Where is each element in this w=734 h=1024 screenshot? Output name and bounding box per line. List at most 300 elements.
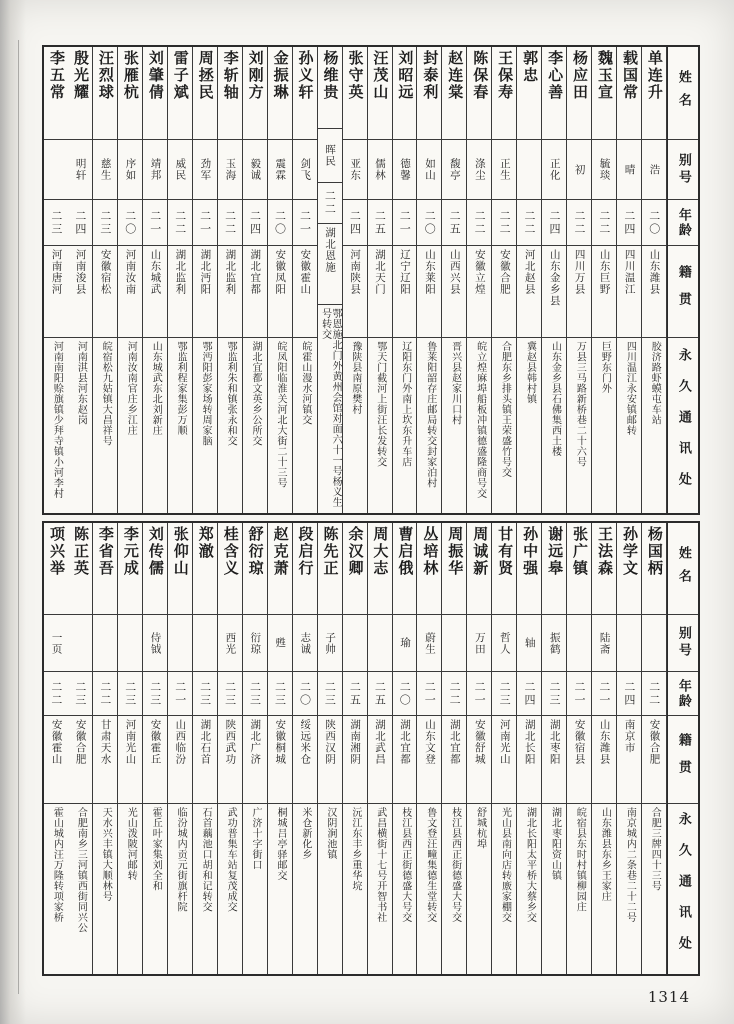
- person-address: 枝江县西正街德盛大号交: [449, 807, 461, 923]
- person-origin: 河南唐河: [44, 246, 68, 338]
- person-origin: 山东文登: [417, 716, 441, 804]
- person-entry-column: [417, 523, 442, 974]
- person-alias: 德馨: [393, 140, 417, 200]
- person-age: 二三: [193, 672, 217, 716]
- person-alias: 陆斋: [592, 615, 616, 672]
- person-address: 舒城杭埠: [474, 807, 486, 849]
- person-address: 石首藕池口胡和记转交: [200, 807, 212, 912]
- person-address: 四川温江永安镇邮转: [624, 341, 636, 436]
- person-origin: 河南陕县: [343, 246, 367, 338]
- person-alias: [44, 140, 68, 200]
- person-entry-column: [617, 47, 642, 513]
- person-entry-column: [168, 47, 193, 513]
- person-alias: 晖民: [318, 129, 342, 182]
- person-address: 南京城内二条巷二十二号: [624, 807, 636, 923]
- person-alias: 玉海: [218, 140, 242, 200]
- person-entry-column: [193, 47, 218, 513]
- person-name: 杨维贵: [318, 47, 342, 129]
- person-entry-column: [243, 47, 268, 513]
- person-entry-column: [68, 47, 93, 513]
- person-name: 金振琳: [268, 47, 292, 140]
- person-entry-column: [592, 47, 617, 513]
- person-age: 二三: [143, 672, 167, 716]
- person-alias: [517, 140, 541, 200]
- person-age: 二一: [467, 672, 491, 716]
- person-name: 张广镇: [567, 523, 591, 615]
- person-entry-column: [442, 47, 467, 513]
- person-name: 赵克萧: [268, 523, 292, 615]
- person-alias: 哲人: [492, 615, 516, 672]
- person-age: 二一: [592, 672, 616, 716]
- person-address: 皖立煌麻埠船板冲镇德盛隆商号交: [474, 341, 486, 499]
- person-address: 汉阴涧池镇: [324, 807, 336, 860]
- person-address: 沅江东丰乡重华垸: [349, 807, 361, 891]
- person-alias: 靖邦: [143, 140, 167, 200]
- person-address: 武昌横街十七号开智书社: [374, 807, 386, 923]
- person-age: 二一: [193, 200, 217, 246]
- person-origin: 安徽合肥: [642, 716, 666, 804]
- person-address: 霍山城内汪万隆转项家桥: [51, 807, 63, 923]
- person-age: 二〇: [417, 200, 441, 246]
- person-address: 冀赵县韩村镇: [524, 341, 536, 404]
- person-name: 舒衍琼: [243, 523, 267, 615]
- person-address: 辽阳东门外南上坎东升车店: [399, 341, 411, 467]
- person-name: 周振华: [442, 523, 466, 615]
- person-name: 甘有贤: [492, 523, 516, 615]
- scan-edge-shadow: [0, 0, 26, 1024]
- person-age: 二〇: [393, 672, 417, 716]
- person-address: 湖北枣阳资山镇: [549, 807, 561, 881]
- person-address: 万县三马路新桥巷二十六号: [574, 341, 586, 467]
- person-name: 周诚新: [467, 523, 491, 615]
- person-origin: 山东巨野: [592, 246, 616, 338]
- header-address: 永久通讯处: [675, 348, 691, 503]
- person-age: 二三: [542, 672, 566, 716]
- person-name: 余汉卿: [343, 523, 367, 615]
- person-alias: 侍钺: [143, 615, 167, 672]
- person-age: 二一: [143, 200, 167, 246]
- person-origin: 湖北天门: [368, 246, 392, 338]
- person-age: 二二: [517, 200, 541, 246]
- person-entry-column: [168, 523, 193, 974]
- person-address: 鄂沔阳彭家场转周家脑: [200, 341, 212, 446]
- person-origin: 湖北监利: [168, 246, 192, 338]
- person-alias: 明轩: [68, 140, 92, 200]
- person-entry-column: [492, 47, 517, 513]
- header-alias: 别号: [668, 140, 698, 200]
- person-age: 二四: [517, 672, 541, 716]
- person-alias: 初: [567, 140, 591, 200]
- person-name: 郑澈: [193, 523, 217, 615]
- person-name: 曹启俄: [393, 523, 417, 615]
- person-entry-column: [193, 523, 218, 974]
- person-entry-column: [44, 523, 68, 974]
- person-origin: 四川温江: [617, 246, 641, 338]
- person-alias: 轴: [517, 615, 541, 672]
- header-address: 永久通讯处: [675, 811, 691, 967]
- person-name: 雷子斌: [168, 47, 192, 140]
- person-age: 二五: [343, 672, 367, 716]
- person-age: 二四: [343, 200, 367, 246]
- person-name: 周大志: [368, 523, 392, 615]
- person-alias: [118, 615, 142, 672]
- person-entry-column: [118, 47, 143, 513]
- person-origin: 甘肃天水: [93, 716, 117, 804]
- person-name: 桂含义: [218, 523, 242, 615]
- person-origin: 河南光山: [118, 716, 142, 804]
- person-origin: 湖北宜都: [393, 716, 417, 804]
- person-age: 二三: [243, 672, 267, 716]
- person-address: 河南南阳赊旗镇少拜寺镇小河李村: [51, 341, 63, 499]
- person-alias: 振鹤: [542, 615, 566, 672]
- person-entry-column: [368, 47, 393, 513]
- person-age: 二三: [68, 672, 92, 716]
- person-name: 郭忠: [517, 47, 541, 140]
- person-address: 晋兴县赵家川口村: [449, 341, 461, 425]
- person-origin: 湖北宜都: [442, 716, 466, 804]
- person-entry-column: [467, 523, 492, 974]
- person-name: 孙学文: [617, 523, 641, 615]
- person-age: 二二: [93, 672, 117, 716]
- person-alias: 志诚: [293, 615, 317, 672]
- person-origin: 安徽桐城: [268, 716, 292, 804]
- person-alias: 剑飞: [293, 140, 317, 200]
- person-origin: 安徽霍丘: [143, 716, 167, 804]
- person-age: 二三: [268, 672, 292, 716]
- person-address: 合肥南乡三河镇西街同兴公: [75, 807, 87, 933]
- person-name: 陈保春: [467, 47, 491, 140]
- person-origin: 安徽宿县: [567, 716, 591, 804]
- person-origin: 河南汝南: [118, 246, 142, 338]
- person-alias: 馥亭: [442, 140, 466, 200]
- person-origin: 安徽立煌: [467, 246, 491, 338]
- person-alias: 儒林: [368, 140, 392, 200]
- person-address: 山东潍县东乡王家庄: [599, 807, 611, 902]
- person-entry-column: [368, 523, 393, 974]
- person-name: 殷光耀: [68, 47, 92, 140]
- person-name: 赵连棠: [442, 47, 466, 140]
- person-age: 二二: [168, 200, 192, 246]
- person-address: 山东金乡县石佛集西土楼: [549, 341, 561, 457]
- person-address: 合肥东乡排头镇王荣盛竹号交: [499, 341, 511, 478]
- person-origin: 山东莱阳: [417, 246, 441, 338]
- person-entry-column: [318, 47, 343, 513]
- person-origin: 河南光山: [492, 716, 516, 804]
- person-age: 二三: [44, 200, 68, 246]
- person-name: 李元成: [118, 523, 142, 615]
- person-age: 二二: [467, 200, 491, 246]
- person-age: 二三: [492, 672, 516, 716]
- person-entry-column: [542, 523, 567, 974]
- person-entry-column: [417, 47, 442, 513]
- person-name: 孙义轩: [293, 47, 317, 140]
- header-origin: 籍贯: [668, 246, 698, 338]
- person-address: 临汾城内贡元街旗杆院: [175, 807, 187, 912]
- person-name: 李五常: [44, 47, 68, 140]
- person-name: 封泰利: [417, 47, 441, 140]
- person-address: 山东城武东北刘新庄: [150, 341, 162, 436]
- person-entry-column: [118, 523, 143, 974]
- person-origin: 安徽宿松: [93, 246, 117, 338]
- person-age: 二二: [44, 672, 68, 716]
- person-origin: 安徽霍山: [293, 246, 317, 338]
- person-alias: 序如: [118, 140, 142, 200]
- person-address: 皖宿县东时村镇柳园庄: [574, 807, 586, 912]
- person-address: 河南淇县河东赵岗: [75, 341, 87, 425]
- person-age: 二二: [592, 200, 616, 246]
- person-origin: 湖南湘阴: [343, 716, 367, 804]
- person-alias: 如山: [417, 140, 441, 200]
- person-alias: 慈生: [93, 140, 117, 200]
- person-origin: 四川万县: [567, 246, 591, 338]
- person-alias: 毓琰: [592, 140, 616, 200]
- person-address: 桐城吕亭驿邮交: [274, 807, 286, 881]
- person-name: 段启行: [293, 523, 317, 615]
- person-alias: [567, 615, 591, 672]
- person-age: 二〇: [293, 672, 317, 716]
- person-entry-column: [517, 523, 542, 974]
- person-address: 湖北长阳太平桥大蔡乡交: [524, 807, 536, 923]
- person-entry-column: [293, 523, 318, 974]
- table-header-column: [667, 523, 698, 974]
- person-address: 巨野东门外: [599, 341, 611, 394]
- person-origin: 湖北监利: [218, 246, 242, 338]
- person-address: 天水兴丰镇大顺林号: [100, 807, 112, 902]
- person-alias: [368, 615, 392, 672]
- person-origin: 湖北枣阳: [542, 716, 566, 804]
- person-address: 鄂天门截河上街汪长发转交: [374, 341, 386, 467]
- person-age: 二四: [617, 672, 641, 716]
- person-name: 张仰山: [168, 523, 192, 615]
- person-origin: 山西临汾: [168, 716, 192, 804]
- register-table-bottom: [42, 521, 700, 976]
- person-origin: 安徽霍山: [44, 716, 68, 804]
- person-entry-column: [492, 523, 517, 974]
- person-name: 刘肇倩: [143, 47, 167, 140]
- person-origin: 湖北恩施: [318, 224, 342, 305]
- person-entry-column: [642, 523, 667, 974]
- person-alias: [93, 615, 117, 672]
- person-origin: 河南浚县: [68, 246, 92, 338]
- header-age: 年龄: [668, 672, 698, 716]
- header-origin: 籍贯: [668, 716, 698, 804]
- person-origin: 南京市: [617, 716, 641, 804]
- person-name: 汪烈球: [93, 47, 117, 140]
- scan-edge-line: [18, 40, 19, 994]
- person-entry-column: [318, 523, 343, 974]
- person-age: 二〇: [642, 200, 666, 246]
- person-address: 鲁文登汪疃集德生堂转交: [424, 807, 436, 923]
- person-alias: 西光: [218, 615, 242, 672]
- person-origin: 湖北宜都: [243, 246, 267, 338]
- person-alias: 蔚生: [417, 615, 441, 672]
- person-alias: 亚东: [343, 140, 367, 200]
- person-address: 武功普集车站复茂成交: [225, 807, 237, 912]
- person-alias: [617, 615, 641, 672]
- person-entry-column: [93, 47, 118, 513]
- person-entry-column: [218, 47, 243, 513]
- person-age: 二五: [442, 200, 466, 246]
- person-entry-column: [393, 523, 418, 974]
- person-address: 皖宿松九姑镇大昌祥号: [100, 341, 112, 446]
- person-alias: 正化: [542, 140, 566, 200]
- person-address: 皖凤阳临淮关河北大街二十三号: [274, 341, 286, 488]
- person-name: 谢远皋: [542, 523, 566, 615]
- person-address: 皖霍山漫水河镇交: [299, 341, 311, 425]
- person-origin: 绥远米仓: [293, 716, 317, 804]
- person-age: 二三: [218, 672, 242, 716]
- person-alias: 一页: [44, 615, 68, 672]
- person-alias: [168, 615, 192, 672]
- person-age: 二二: [567, 200, 591, 246]
- person-alias: 正生: [492, 140, 516, 200]
- person-entry-column: [592, 523, 617, 974]
- person-name: 刘传儒: [143, 523, 167, 615]
- person-address: 米仓新化乡: [299, 807, 311, 860]
- person-name: 汪茂山: [368, 47, 392, 140]
- person-alias: [642, 615, 666, 672]
- register-table-top: [42, 45, 700, 515]
- person-origin: 安徽舒城: [467, 716, 491, 804]
- person-entry-column: [393, 47, 418, 513]
- person-name: 陈先正: [318, 523, 342, 615]
- person-origin: 湖北石首: [193, 716, 217, 804]
- person-alias: 瑜: [393, 615, 417, 672]
- person-entry-column: [68, 523, 93, 974]
- person-origin: 山西兴县: [442, 246, 466, 338]
- person-alias: [442, 615, 466, 672]
- person-alias: [343, 615, 367, 672]
- table-header-column: [667, 47, 698, 513]
- person-entry-column: [642, 47, 667, 513]
- person-address: 光山县南向店转廒家棚交: [499, 807, 511, 923]
- person-alias: 涤尘: [467, 140, 491, 200]
- person-entry-column: [218, 523, 243, 974]
- person-origin: 河北赵县: [517, 246, 541, 338]
- person-age: 二二: [442, 672, 466, 716]
- person-entry-column: [567, 47, 592, 513]
- header-alias: 别号: [668, 615, 698, 672]
- person-age: 二一: [567, 672, 591, 716]
- person-age: 二三: [118, 672, 142, 716]
- person-age: 二三: [93, 200, 117, 246]
- person-entry-column: [517, 47, 542, 513]
- person-origin: 湖北沔阳: [193, 246, 217, 338]
- person-name: 魏玉宣: [592, 47, 616, 140]
- person-address: 合肥三牌四十三号: [649, 807, 661, 891]
- person-origin: 山东城武: [143, 246, 167, 338]
- person-age: 二四: [617, 200, 641, 246]
- header-age: 年龄: [668, 200, 698, 246]
- person-origin: 陕西汉阴: [318, 716, 342, 804]
- person-alias: [193, 615, 217, 672]
- person-origin: 安徽合肥: [68, 716, 92, 804]
- person-name: 王法森: [592, 523, 616, 615]
- person-address: 枝江县西正街德盛大号交: [399, 807, 411, 923]
- page-number: 1314: [647, 988, 690, 1006]
- person-address: 湖北宜都文英乡公所交: [250, 341, 262, 446]
- person-name: 陈正英: [68, 523, 92, 615]
- person-alias: 毅诚: [243, 140, 267, 200]
- person-age: 二四: [68, 200, 92, 246]
- person-name: 载国常: [617, 47, 641, 140]
- person-address: 胶济路虾蟆屯车站: [649, 341, 661, 425]
- person-entry-column: [243, 523, 268, 974]
- person-alias: 浩: [642, 140, 666, 200]
- person-address: 河南汝南官庄乡江庄: [125, 341, 137, 436]
- person-entry-column: [293, 47, 318, 513]
- person-entry-column: [143, 47, 168, 513]
- person-entry-column: [343, 47, 368, 513]
- person-name: 张守英: [343, 47, 367, 140]
- person-age: 二一: [168, 672, 192, 716]
- person-origin: 辽宁辽阳: [393, 246, 417, 338]
- person-address: 鄂恩施北门外黄州会馆对面六十一号杨义生号转交: [319, 307, 342, 508]
- person-address: 鄂监利程家集彭万顺: [175, 341, 187, 436]
- person-origin: 湖北长阳: [517, 716, 541, 804]
- person-name: 周拯民: [193, 47, 217, 140]
- person-origin: 安徽合肥: [492, 246, 516, 338]
- person-address: 光山泼陂河邮转: [125, 807, 137, 881]
- person-age: 二二: [642, 672, 666, 716]
- person-name: 李省吾: [93, 523, 117, 615]
- person-age: 二四: [243, 200, 267, 246]
- person-alias: 震霖: [268, 140, 292, 200]
- person-age: 二三: [318, 672, 342, 716]
- person-address: 鲁莱阳韶存庄邮局转交封家泊村: [424, 341, 436, 488]
- person-age: 二〇: [268, 200, 292, 246]
- person-alias: 衍琼: [243, 615, 267, 672]
- person-name: 李斩轴: [218, 47, 242, 140]
- person-entry-column: [542, 47, 567, 513]
- person-entry-column: [268, 47, 293, 513]
- person-entry-column: [467, 47, 492, 513]
- person-age: 二二: [218, 200, 242, 246]
- person-age: 二〇: [118, 200, 142, 246]
- person-alias: [68, 615, 92, 672]
- person-name: 李心善: [542, 47, 566, 140]
- person-name: 刘刚方: [243, 47, 267, 140]
- person-age: 二一: [393, 200, 417, 246]
- header-name: 姓名: [668, 47, 698, 140]
- person-name: 单连升: [642, 47, 666, 140]
- person-address: 霍丘叶家集刘全和: [150, 807, 162, 891]
- person-name: 张雁杭: [118, 47, 142, 140]
- person-name: 杨国柄: [642, 523, 666, 615]
- header-name: 姓名: [668, 523, 698, 615]
- person-entry-column: [143, 523, 168, 974]
- person-origin: 山东金乡县: [542, 246, 566, 338]
- person-entry-column: [617, 523, 642, 974]
- person-entry-column: [567, 523, 592, 974]
- person-entry-column: [93, 523, 118, 974]
- person-age: 二一: [417, 672, 441, 716]
- person-address: 豫陕县南原樊村: [349, 341, 361, 415]
- person-origin: 湖北广济: [243, 716, 267, 804]
- person-name: 刘昭远: [393, 47, 417, 140]
- person-origin: 湖北武昌: [368, 716, 392, 804]
- person-origin: 山东潍县: [642, 246, 666, 338]
- person-age: 二二: [318, 183, 342, 224]
- person-age: 二五: [368, 672, 392, 716]
- person-age: 二一: [293, 200, 317, 246]
- person-name: 项兴举: [44, 523, 68, 615]
- person-entry-column: [268, 523, 293, 974]
- person-alias: 万田: [467, 615, 491, 672]
- person-name: 王保寿: [492, 47, 516, 140]
- person-alias: 威民: [168, 140, 192, 200]
- person-entry-column: [44, 47, 68, 513]
